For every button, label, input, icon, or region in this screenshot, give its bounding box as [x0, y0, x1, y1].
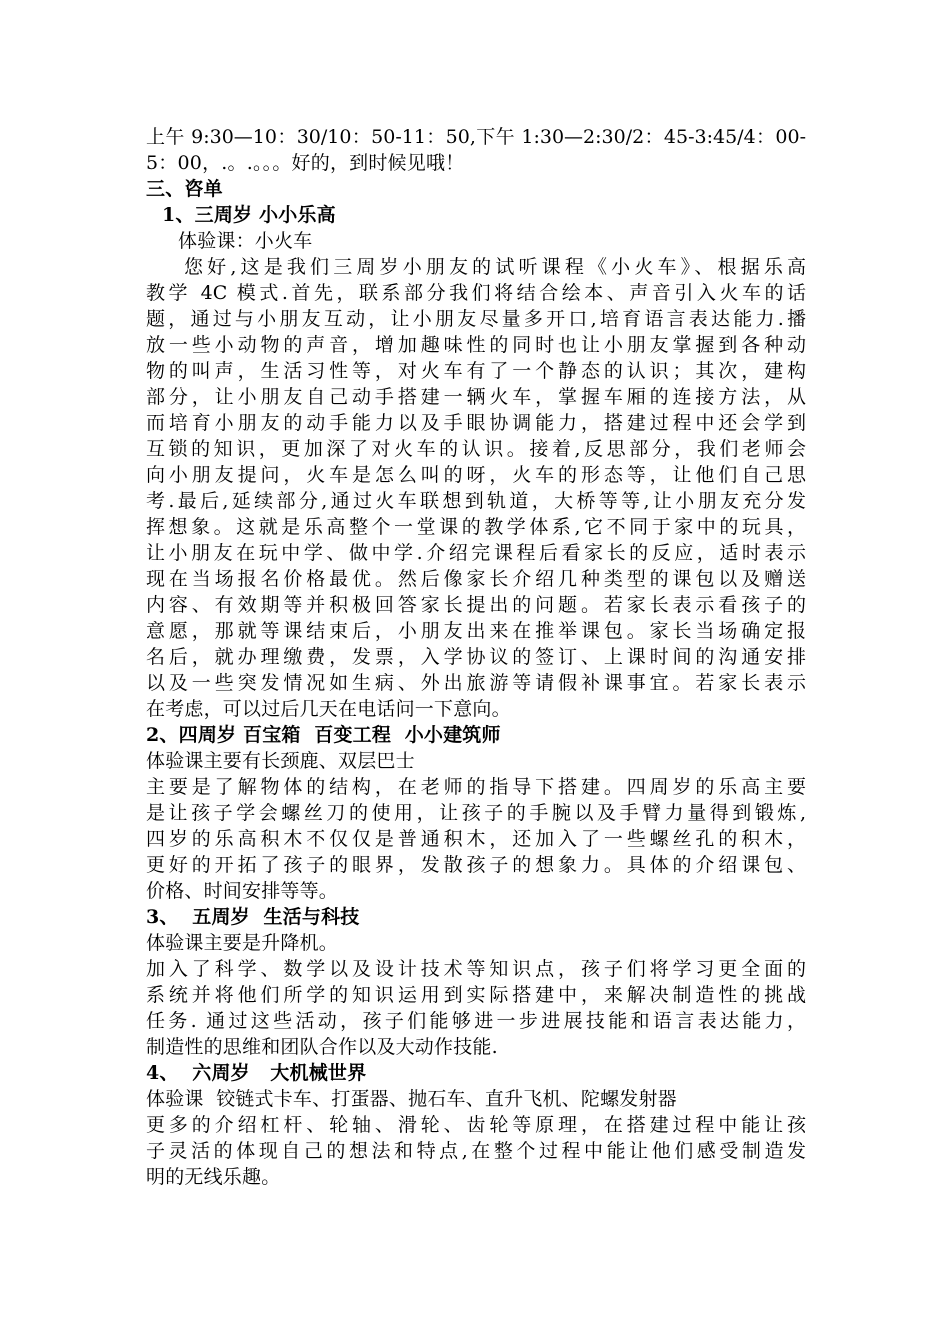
- text-line: 以及一些突发情况如生病、外出旅游等请假补课事宜。若家长表示: [146, 672, 806, 694]
- section-heading-line: 4、 六周岁 大机械世界: [146, 1062, 367, 1084]
- text-line: 现在当场报名价格最优。然后像家长介绍几种类型的课包以及赠送: [146, 568, 806, 590]
- text-line: 互锁的知识，更加深了对火车的认识。接着,反思部分，我们老师会: [146, 438, 806, 460]
- text-line: 5：00，.。.。。。好的，到时候见哦！: [146, 152, 465, 174]
- text-line: 系统并将他们所学的知识运用到实际搭建中，来解决制造性的挑战: [146, 984, 806, 1006]
- section-heading-line: 3、 五周岁 生活与科技: [146, 906, 360, 928]
- text-line: 考.最后,延续部分,通过火车联想到轨道，大桥等等,让小朋友充分发: [146, 490, 806, 512]
- text-line: 向小朋友提问，火车是怎么叫的呀，火车的形态等，让他们自己思: [146, 464, 806, 486]
- text-line: 子灵活的体现自己的想法和特点,在整个过程中能让他们感受制造发: [146, 1140, 806, 1162]
- text-line: 教学 4C 模式.首先，联系部分我们将结合绘本、声音引入火车的话: [146, 282, 806, 304]
- text-line: 物的叫声，生活习性等，对火车有了一个静态的认识；其次，建构: [146, 360, 806, 382]
- text-line: 体验课 铰链式卡车、打蛋器、抛石车、直升飞机、陀螺发射器: [146, 1088, 677, 1110]
- text-line: 让小朋友在玩中学、做中学.介绍完课程后看家长的反应，适时表示: [146, 542, 806, 564]
- section-heading-line: 2、四周岁 百宝箱 百变工程 小小建筑师: [146, 724, 501, 746]
- text-line: 体验课主要是升降机。: [146, 932, 339, 954]
- text-line: 您好,这是我们三周岁小朋友的试听课程《小火车》、根据乐高: [184, 256, 806, 278]
- text-line: 名后，就办理缴费，发票，入学协议的签订、上课时间的沟通安排: [146, 646, 806, 668]
- section-heading-line: 1、三周岁 小小乐高: [162, 204, 336, 226]
- text-line: 制造性的思维和团队合作以及大动作技能.: [146, 1036, 498, 1058]
- text-line: 部分，让小朋友自己动手搭建一辆火车，掌握车厢的连接方法，从: [146, 386, 806, 408]
- text-line: 挥想象。这就是乐高整个一堂课的教学体系,它不同于家中的玩具，: [146, 516, 806, 538]
- text-line: 任务. 通过这些活动，孩子们能够进一步进展技能和语言表达能力，: [146, 1010, 806, 1032]
- text-line: 内容、有效期等并积极回答家长提出的问题。若家长表示看孩子的: [146, 594, 806, 616]
- document-body: [146, 124, 806, 1190]
- text-line: 体验课：小火车: [178, 230, 313, 252]
- text-line: 体验课主要有长颈鹿、双层巴士: [146, 750, 415, 772]
- text-line: 是让孩子学会螺丝刀的使用，让孩子的手腕以及手臂力量得到锻炼,: [146, 802, 806, 824]
- text-line: 主要是了解物体的结构，在老师的指导下搭建。四周岁的乐高主要: [146, 776, 806, 798]
- text-line: 更多的介绍杠杆、轮轴、滑轮、齿轮等原理，在搭建过程中能让孩: [146, 1114, 806, 1136]
- text-line: 放一些小动物的声音，增加趣味性的同时也让小朋友掌握到各种动: [146, 334, 806, 356]
- section-heading-line: 三、咨单: [146, 178, 223, 200]
- text-line: 价格、时间安排等等。: [146, 880, 339, 902]
- text-line: 而培育小朋友的动手能力以及手眼协调能力，搭建过程中还会学到: [146, 412, 806, 434]
- text-line: 加入了科学、数学以及设计技术等知识点，孩子们将学习更全面的: [146, 958, 806, 980]
- text-line: 明的无线乐趣。: [146, 1166, 281, 1188]
- text-line: 四岁的乐高积木不仅仅是普通积木，还加入了一些螺丝孔的积木，: [146, 828, 806, 850]
- text-line: 题，通过与小朋友互动，让小朋友尽量多开口,培育语言表达能力.播: [146, 308, 806, 330]
- text-line: 在考虑，可以过后几天在电话问一下意向。: [146, 698, 511, 720]
- text-line: 上午 9:30—10：30/10：50-11：50,下午 1:30—2:30/2：45-3:45/4：00-: [146, 126, 806, 148]
- text-line: 更好的开拓了孩子的眼界，发散孩子的想象力。具体的介绍课包、: [146, 854, 806, 876]
- text-line: 意愿，那就等课结束后，小朋友出来在推举课包。家长当场确定报: [146, 620, 806, 642]
